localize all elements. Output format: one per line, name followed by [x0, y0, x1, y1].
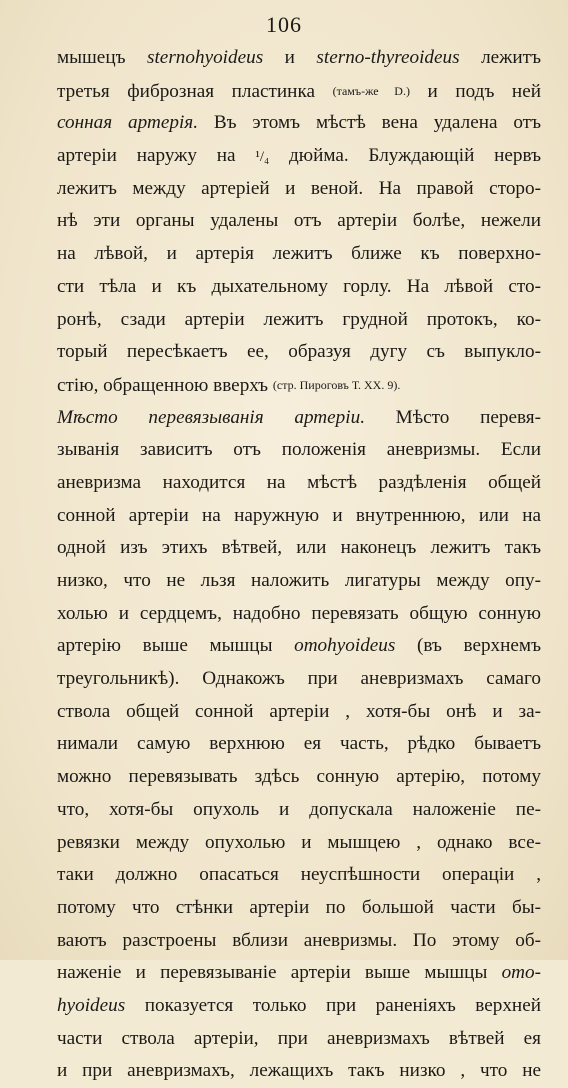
text-line — [57, 271, 541, 304]
text-segment: низко, что не льзя наложить лигатуры между опу- — [57, 570, 541, 591]
text-line — [57, 728, 541, 761]
text-line — [57, 42, 541, 75]
text-segment: на лѣвой, и артерія лежитъ ближе къ поверхно- — [57, 243, 541, 265]
text-segment: нимали самую верхнюю ея часть, рѣдко бываетъ — [57, 733, 541, 755]
text-segment: мышецъ — [57, 47, 147, 68]
text-segment: сонная артерія. — [57, 112, 198, 134]
text-segment: треугольникѣ). Однакожъ при аневризмахъ самаго — [57, 668, 541, 690]
text-segment: sternohyoideus — [147, 47, 264, 68]
text-segment: Въ этомъ мѣстѣ вена удалена отъ — [198, 112, 541, 134]
text-segment: ронѣ, сзади артеріи лежитъ грудной протокъ, ко- — [57, 308, 541, 330]
text-segment: стію, обращенною вверхъ — [57, 374, 273, 396]
text-segment: части ствола артеріи, при аневризмахъ вѣтвей ея — [57, 1027, 541, 1049]
text-line — [57, 630, 541, 663]
text-line — [57, 75, 541, 108]
text-line — [57, 434, 541, 467]
text-line — [57, 304, 541, 337]
text-segment: артерію выше мышцы — [57, 635, 295, 657]
text-line — [57, 990, 541, 1023]
text-segment: ревязки между опухолью и мышцею , однако все- — [57, 831, 541, 853]
text-segment: Мѣсто перевя- — [365, 406, 541, 428]
text-line — [57, 696, 541, 729]
text-segment: что, хотя-бы опухоль и допускала наложеніе пе- — [57, 798, 541, 820]
text-segment: и при аневризмахъ, лежащихъ такъ низко , что не — [57, 1060, 541, 1082]
text-line — [57, 402, 541, 435]
text-segment: сонной артеріи на наружную и внутреннюю, или на — [57, 504, 541, 526]
text-segment: лежитъ между артеріей и веной. На правой сторо- — [57, 177, 541, 199]
text-line — [57, 892, 541, 925]
text-line — [57, 140, 541, 173]
body-text — [57, 42, 541, 1088]
text-segment: наженіе и перевязываніе артеріи выше мышцы — [57, 962, 502, 984]
text-segment: зыванія зависитъ отъ положенія аневризмы. Если — [57, 439, 541, 461]
text-segment: нѣ эти органы удалены отъ артеріи болѣе, нежели — [57, 210, 541, 232]
text-segment: (въ верхнемъ — [395, 635, 541, 657]
text-segment: omohyoideus — [294, 635, 396, 657]
text-segment: и подъ ней — [409, 80, 541, 102]
text-segment: одной изъ этихъ вѣтвей, или наконецъ лежитъ такъ — [57, 537, 541, 559]
text-segment: hyoideus — [57, 994, 126, 1016]
text-line — [57, 467, 541, 500]
text-line — [57, 369, 541, 402]
page-number: 106 — [266, 12, 302, 37]
text-segment: (тамъ-же D.) — [332, 83, 410, 98]
text-segment: сти тѣла и къ дыхательному горлу. На лѣвой сто- — [57, 275, 541, 297]
text-segment: ¹/₄ — [255, 149, 270, 166]
text-segment: таки должно опасаться неуспѣшности операціи , — [57, 864, 541, 886]
text-line — [57, 957, 541, 990]
text-line — [57, 107, 541, 140]
text-segment: ствола общей сонной артеріи , хотя-бы онѣ и за- — [57, 700, 541, 722]
text-segment: потому что стѣнки артеріи по большой части бы- — [57, 896, 541, 918]
text-segment: Мѣсто перевязыванія артеріи. — [57, 406, 365, 428]
text-line — [57, 794, 541, 827]
text-line — [57, 761, 541, 794]
text-line — [57, 1023, 541, 1056]
text-segment: торый пересѣкаетъ ее, образуя дугу съ выпукло- — [57, 341, 541, 363]
text-line — [57, 238, 541, 271]
text-segment: показуется только при раненіяхъ верхней — [125, 994, 541, 1016]
text-segment: дюйма. Блуждающій нервъ — [269, 145, 541, 167]
text-segment: и — [263, 47, 317, 68]
text-line — [57, 336, 541, 369]
text-line — [57, 827, 541, 860]
text-segment: аневризма находится на мѣстѣ раздѣленія общей — [57, 471, 541, 493]
text-line — [57, 1055, 541, 1088]
text-line — [57, 663, 541, 696]
text-segment: можно перевязывать здѣсь сонную артерію, потому — [57, 766, 541, 788]
text-segment: ваютъ разстроены вблизи аневризмы. По этому об- — [57, 929, 541, 951]
text-line — [57, 205, 541, 238]
text-segment: холью и сердцемъ, надобно перевязать общую сонную — [57, 602, 541, 624]
text-line — [57, 859, 541, 892]
text-segment: артеріи наружу на — [57, 145, 256, 167]
text-segment: третья фиброзная пластинка — [57, 80, 333, 102]
text-line — [57, 500, 541, 533]
text-segment: лежитъ — [459, 47, 541, 68]
text-line — [57, 173, 541, 206]
text-line — [57, 565, 541, 598]
text-segment: sterno-thyreoideus — [316, 47, 460, 68]
text-segment: omo- — [501, 962, 541, 984]
text-segment: (стр. Пироговъ Т. XX. 9). — [272, 377, 401, 392]
text-line — [57, 598, 541, 631]
text-line — [57, 532, 541, 565]
text-line — [57, 925, 541, 958]
